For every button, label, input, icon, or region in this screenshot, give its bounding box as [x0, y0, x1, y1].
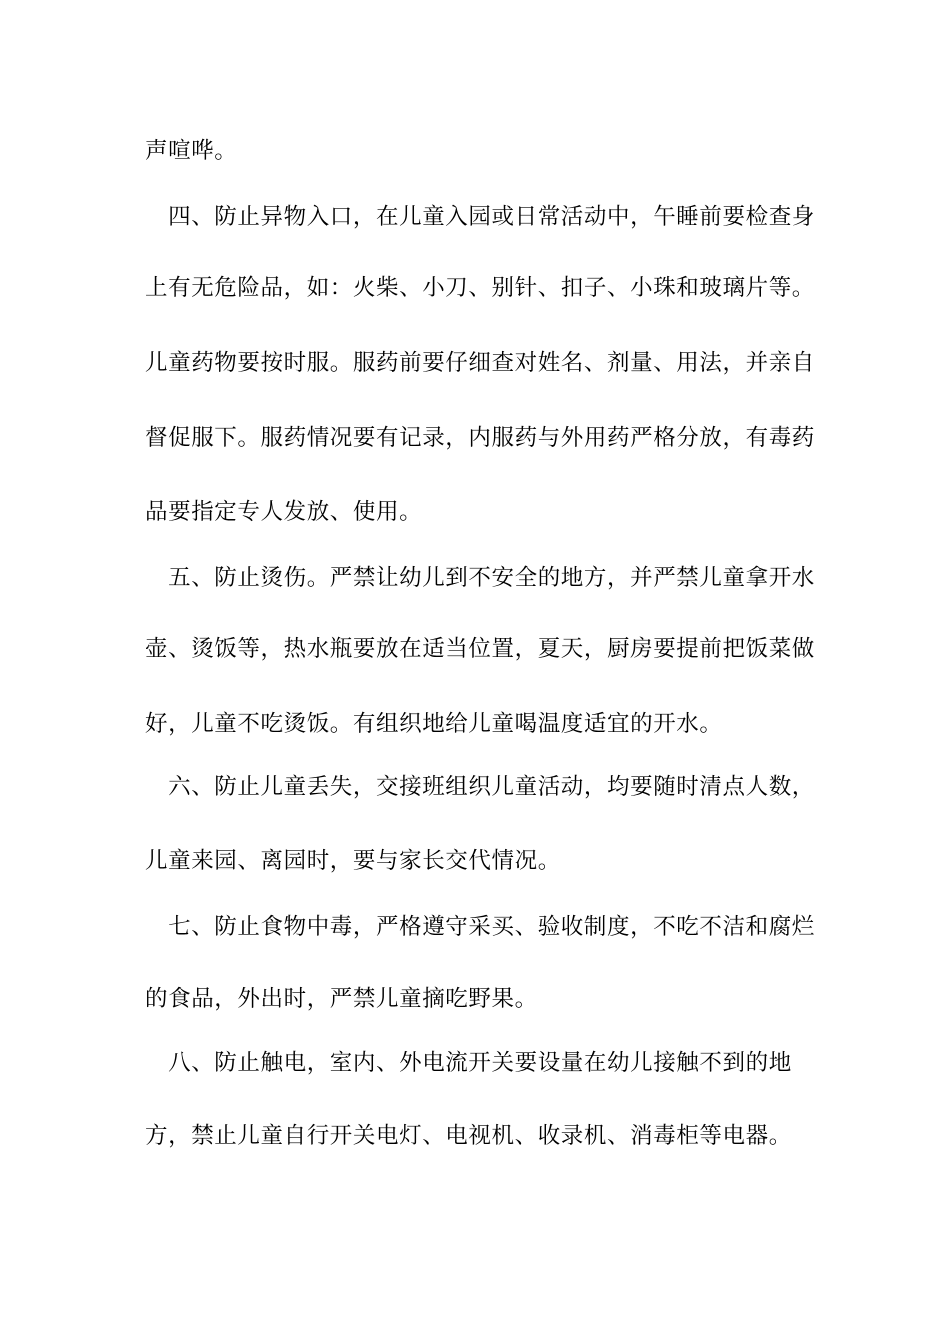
text-line: 儿童药物要按时服。服药前要仔细查对姓名、剂量、用法，并亲自	[145, 350, 815, 376]
text-line: 五、防止烫伤。严禁让幼儿到不安全的地方，并严禁儿童拿开水	[145, 565, 815, 591]
text-line: 四、防止异物入口，在儿童入园或日常活动中，午睡前要检查身	[145, 204, 815, 230]
text-line: 八、防止触电，室内、外电流开关要设量在幼儿接触不到的地	[145, 1050, 792, 1076]
text-line: 的食品，外出时，严禁儿童摘吃野果。	[145, 986, 538, 1012]
text-line: 六、防止儿童丢失，交接班组织儿童活动，均要随时清点人数，	[145, 774, 815, 800]
text-line: 好，儿童不吃烫饭。有组织地给儿童喝温度适宜的开水。	[145, 711, 723, 737]
text-line: 壶、烫饭等，热水瓶要放在适当位置，夏天，厨房要提前把饭菜做	[145, 636, 815, 662]
text-line: 方，禁止儿童自行开关电灯、电视机、收录机、消毒柜等电器。	[145, 1123, 792, 1149]
text-line: 七、防止食物中毒，严格遵守采买、验收制度，不吃不洁和腐烂	[145, 914, 815, 940]
text-line: 儿童来园、离园时，要与家长交代情况。	[145, 848, 561, 874]
text-line: 品要指定专人发放、使用。	[145, 499, 423, 525]
text-line: 声喧哗。	[145, 138, 238, 164]
text-line: 上有无危险品，如：火柴、小刀、别针、扣子、小珠和玻璃片等。	[145, 275, 815, 301]
text-line: 督促服下。服药情况要有记录，内服药与外用药严格分放，有毒药	[145, 425, 815, 451]
